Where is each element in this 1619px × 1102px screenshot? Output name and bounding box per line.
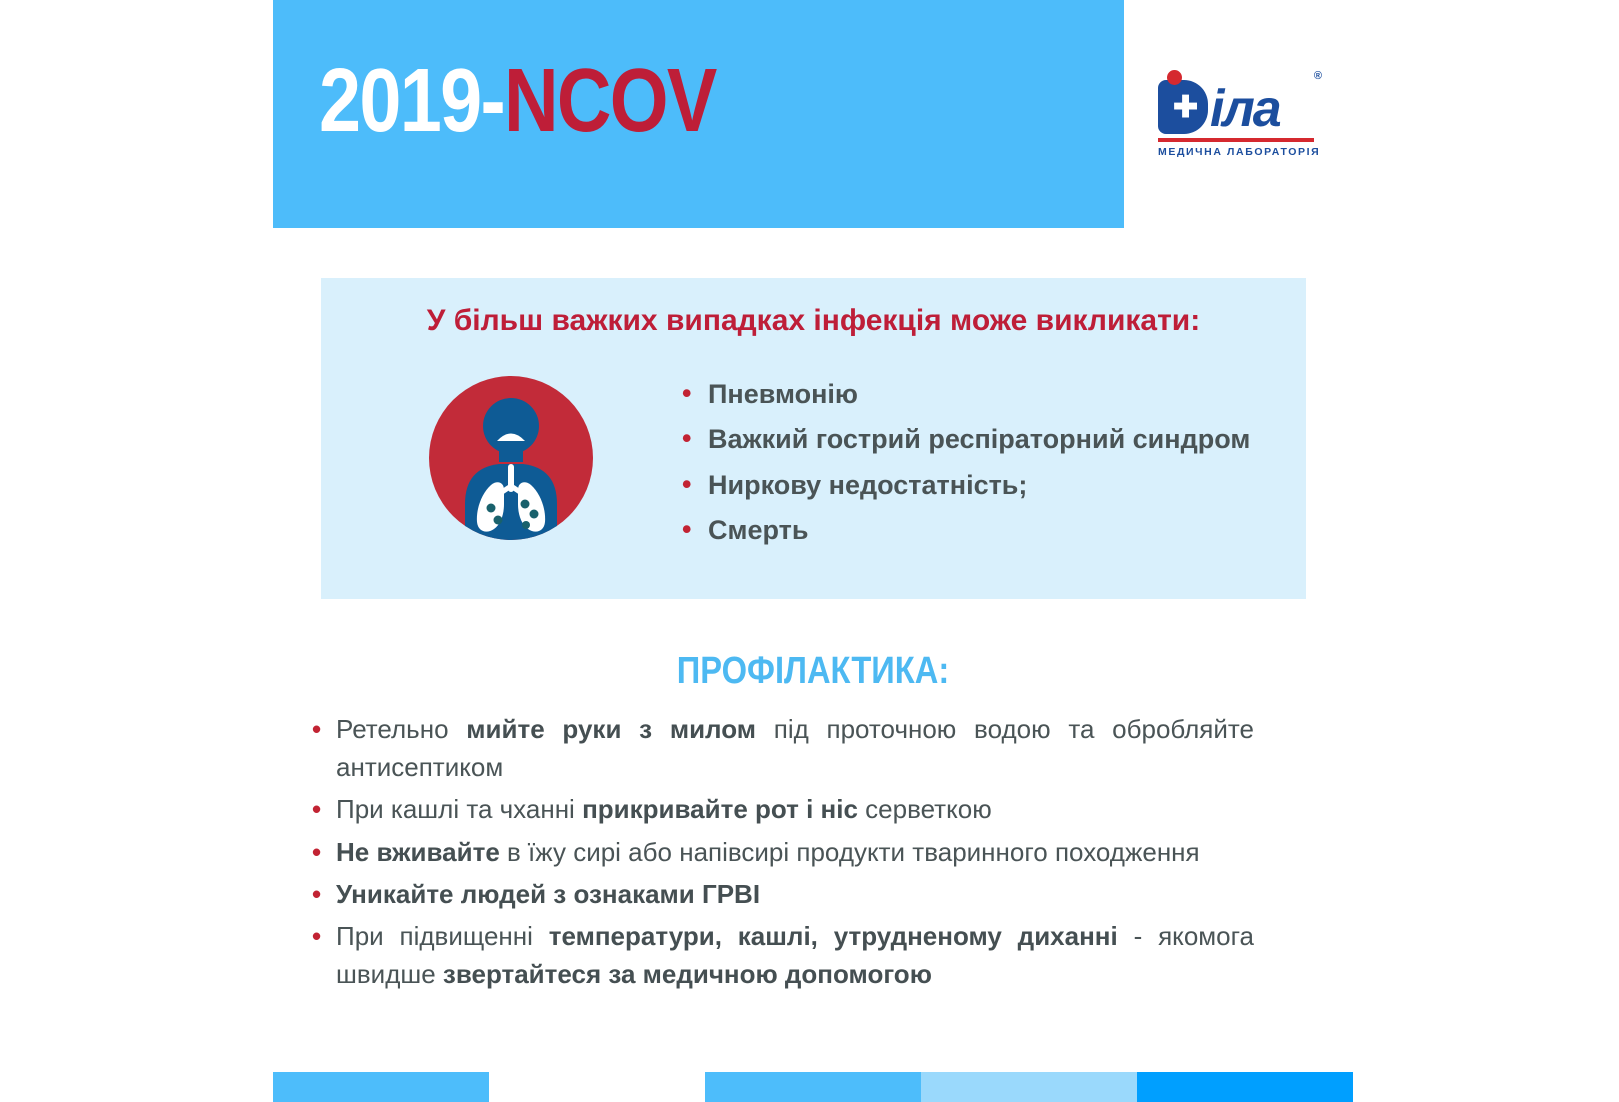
consequence-item xyxy=(682,469,1250,501)
bullet-dot-icon: • xyxy=(682,468,692,499)
prevention-text-bold: температури, кашлі, утрудненому диханні xyxy=(548,921,1118,952)
bottom-bar-left xyxy=(273,1072,489,1102)
consequence-text: Важкий гострий респіраторний синдром xyxy=(708,424,1251,455)
bottom-bar-azure xyxy=(1137,1072,1353,1102)
prevention-text-bold: звертайтеся за медичною допомогою xyxy=(442,959,932,990)
consequences-heading: У більш важких випадках інфекція може викликати: xyxy=(426,304,1201,337)
prevention-list xyxy=(312,710,1254,998)
consequences-list xyxy=(682,378,1250,560)
prevention-item xyxy=(312,917,1254,993)
bullet-dot-icon: • xyxy=(312,878,322,909)
consequence-text: Ниркову недостатність; xyxy=(708,469,1028,500)
page-title-year: 2019- xyxy=(319,51,504,151)
prevention-text: серветкою xyxy=(857,794,992,825)
bullet-dot-icon: • xyxy=(682,514,692,545)
medical-cross-icon: ✚ xyxy=(1173,91,1199,124)
bullet-dot-icon: • xyxy=(682,423,692,454)
bottom-bar-blue xyxy=(705,1072,921,1102)
prevention-text: в їжу сирі або напівсирі продукти тваринного походження xyxy=(499,836,1200,867)
consequence-text: Смерть xyxy=(708,515,809,546)
consequences-box xyxy=(321,278,1306,599)
page-title xyxy=(319,52,716,151)
consequence-item xyxy=(682,514,1250,546)
logo-letters-rest: іла xyxy=(1210,80,1280,139)
dila-logo-wordmark xyxy=(1158,70,1322,139)
prevention-text-bold: Не вживайте xyxy=(336,836,500,867)
consequence-item xyxy=(682,378,1250,410)
logo-red-rule xyxy=(1158,138,1314,142)
header-banner xyxy=(273,0,1124,228)
prevention-item xyxy=(312,833,1254,871)
prevention-text: під проточною водою та обробляйте антисептиком xyxy=(336,714,1254,783)
prevention-item xyxy=(312,875,1254,913)
bullet-dot-icon: • xyxy=(682,378,692,408)
bullet-dot-icon: • xyxy=(312,921,322,952)
prevention-text: - якомога швидше xyxy=(336,921,1254,990)
prevention-text-bold: прикривайте рот і ніс xyxy=(582,794,858,825)
bullet-dot-icon: • xyxy=(312,714,322,744)
prevention-text-bold: мийте руки з милом xyxy=(466,714,756,744)
prevention-text: Ретельно xyxy=(336,714,467,744)
registered-trademark: ® xyxy=(1313,70,1322,82)
logo-caption: МЕДИЧНА ЛАБОРАТОРІЯ xyxy=(1158,146,1321,158)
prevention-item xyxy=(312,710,1254,786)
prevention-item xyxy=(312,790,1254,828)
prevention-text-bold: Уникайте людей з ознаками ГРВІ xyxy=(336,878,761,909)
consequence-item xyxy=(682,423,1250,455)
bullet-dot-icon: • xyxy=(312,836,322,867)
prevention-text: При кашлі та чханні xyxy=(336,794,583,825)
page-title-virus: NCOV xyxy=(503,51,716,151)
bullet-dot-icon: • xyxy=(312,794,322,825)
consequence-text: Пневмонію xyxy=(708,379,858,409)
logo-red-dot xyxy=(1167,70,1182,85)
person-infected-lungs-icon xyxy=(425,372,597,549)
prevention-heading: ПРОФІЛАКТИКА: xyxy=(676,650,950,692)
dila-logo xyxy=(1158,70,1322,158)
bottom-bar-lightblue xyxy=(921,1072,1137,1102)
prevention-text: При підвищенні xyxy=(336,921,549,952)
